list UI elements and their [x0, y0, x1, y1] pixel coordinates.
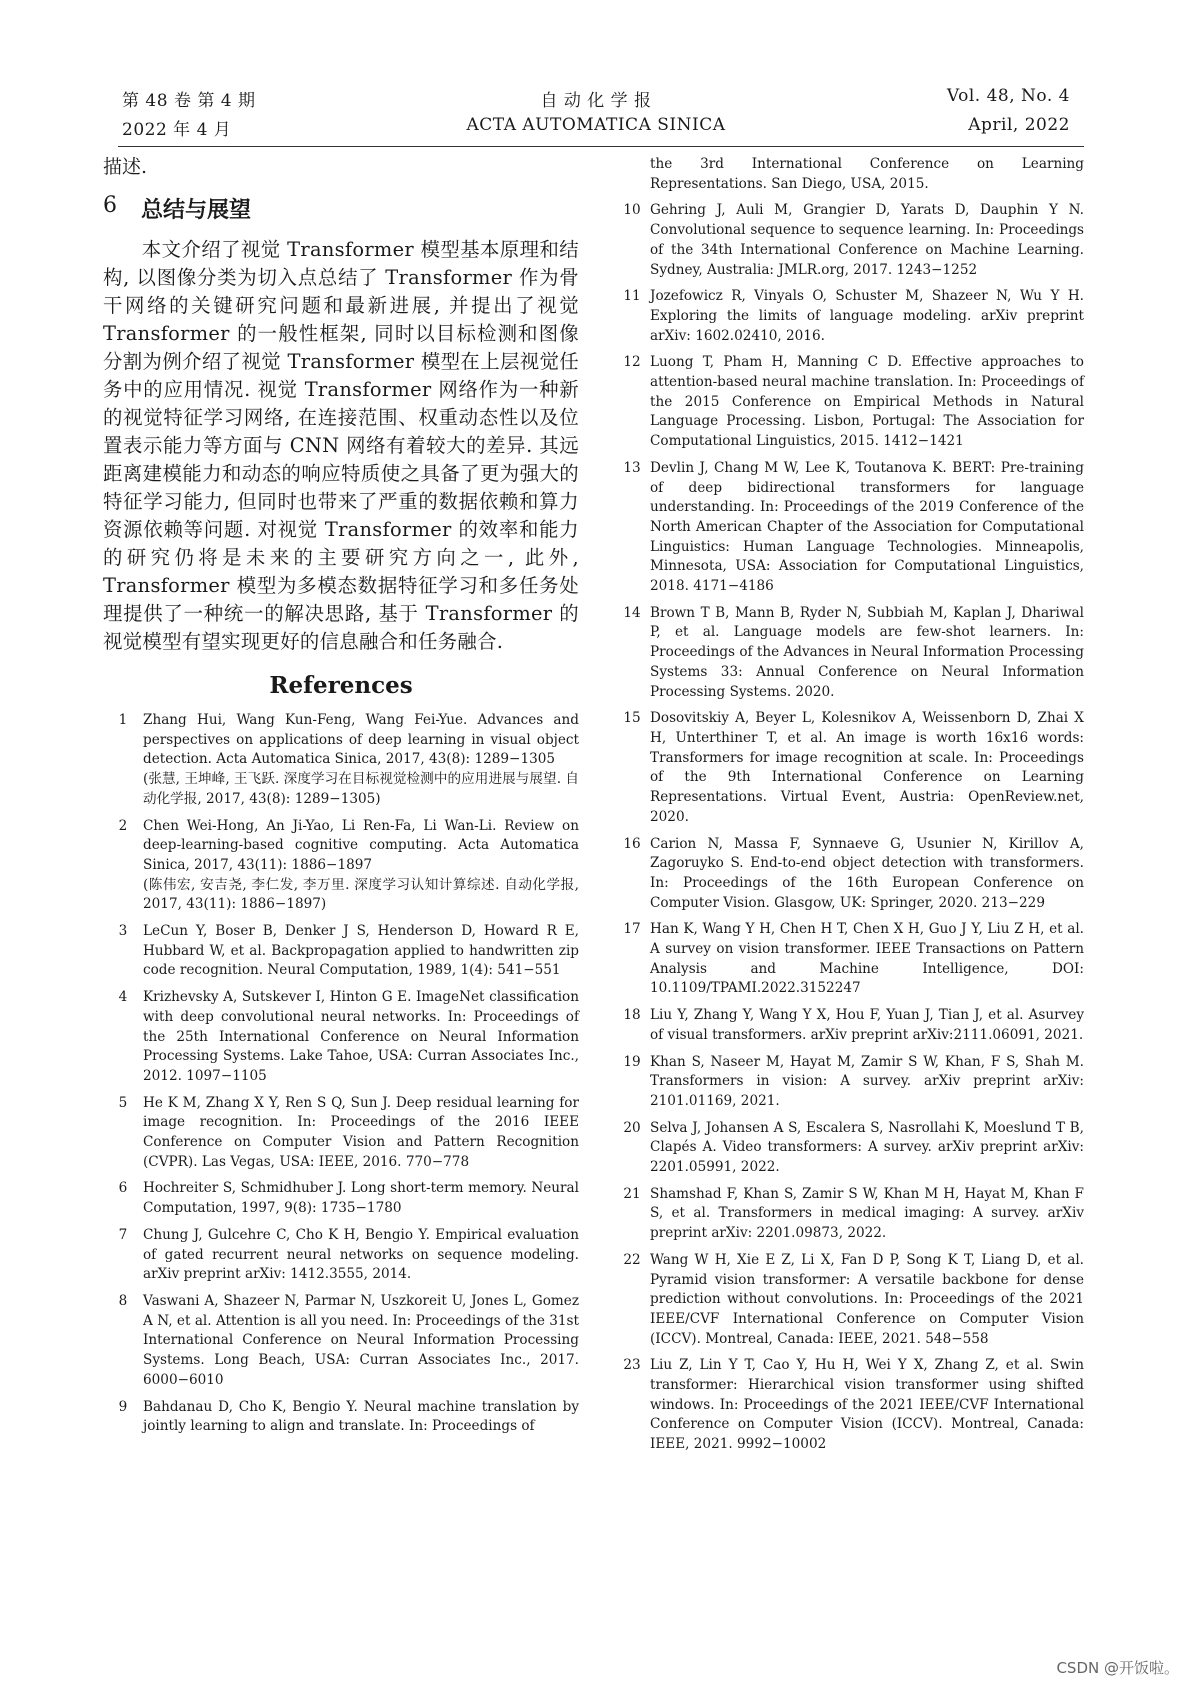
reference-text [143, 817, 579, 916]
reference-text [143, 1179, 579, 1218]
reference-number: 8 [118, 1292, 128, 1309]
reference-list-right [614, 155, 1084, 1455]
reference-item [103, 1292, 579, 1391]
reference-line: Devlin J, Chang M W, Lee K, Toutanova K. BERT: Pre-training of deep bidirectional transformers for language understanding. In: Proceedings of the 2019 Conference of the North American Chapter of the Association for Computational Linguistics: Human Language Technologies. Minneapolis, Minnesota, USA: Association for Computational Linguistics, 2018. 4171−4186 [650, 459, 1084, 595]
reference-text [650, 709, 1084, 827]
reference-item [614, 709, 1084, 827]
left-column [103, 152, 579, 1444]
reference-line: Zhang Hui, Wang Kun-Feng, Wang Fei-Yue. Advances and perspectives on applications of deep learning in visual object detection. Acta Automatica Sinica, 2017, 43(8): 1289−1305 [143, 712, 579, 768]
reference-item [103, 711, 579, 810]
reference-text [650, 920, 1084, 999]
reference-text [143, 1398, 579, 1437]
journal-name-cn: 自 动 化 学 报 [540, 91, 652, 111]
reference-text [650, 835, 1084, 914]
reference-number: 2 [118, 817, 128, 834]
conclusion-paragraph: 本文介绍了视觉 Transformer 模型基本原理和结构, 以图像分类为切入点总结了 Transformer 作为骨干网络的关键研究问题和最新进展, 并提出了视觉 Transformer 的一般性框架, 同时以目标检测和图像分割为例介绍了视觉 Transformer 模型在上层视觉任务中的应用情况. 视觉 Transformer 网络作为一种新的视觉特征学习网络, 在连接范围、权重动态性以及位置表示能力等方面与 CNN 网络有着较大的差异. 其远距离建模能力和动态的响应特质使之具备了更为强大的特征学习能力, 但同时也带来了严重的数据依赖和算力资源依赖等问题. 对视觉 Transformer 的效率和能力的研究仍将是未来的主要研究方向之一, 此外, Transformer 模型为多模态数据特征学习和多任务处理提供了一种统一的解决思路, 基于 Transformer 的视觉模型有望实现更好的信息融合和任务融合. [103, 238, 579, 653]
references-heading: References [269, 672, 413, 699]
reference-text [650, 1185, 1084, 1244]
reference-item [614, 459, 1084, 597]
reference-number: 4 [118, 989, 128, 1006]
reference-item [614, 1006, 1084, 1045]
section-heading [103, 193, 579, 224]
reference-item [103, 1398, 579, 1437]
section-number: 6 [103, 193, 117, 218]
reference-line: Liu Z, Lin Y T, Cao Y, Hu H, Wei Y X, Zhang Z, et al. Swin transformer: Hierarchical vision transformer using shifted windows. In: Proceedings of the 2021 IEEE/CVF International Conference on Computer Vision (ICCV). Montreal, Canada: IEEE, 2021. 9992−10002 [650, 1357, 1084, 1453]
reference-line: the 3rd International Conference on Learning Representations. San Diego, USA, 2015. [650, 156, 1084, 192]
reference-number: 10 [623, 202, 641, 219]
reference-number: 16 [623, 835, 641, 852]
reference-item [614, 920, 1084, 999]
reference-text [650, 1006, 1084, 1045]
reference-number: 1 [118, 712, 128, 728]
reference-text [143, 1292, 579, 1391]
reference-text [650, 604, 1084, 703]
reference-line: Vaswani A, Shazeer N, Parmar N, Uszkoreit U, Jones L, Gomez A N, et al. Attention is all you need. In: Proceedings of the 31st International Conference on Neural Information Processing Systems. Long Beach, USA: Curran Associates Inc., 2017. 6000−6010 [143, 1292, 579, 1388]
reference-number: 22 [623, 1251, 641, 1268]
reference-text [650, 1251, 1084, 1350]
reference-item [614, 1119, 1084, 1178]
reference-line: Liu Y, Zhang Y, Wang Y X, Hou F, Yuan J, Tian J, et al. Asurvey of visual transformers. arXiv preprint arXiv:2111.06091, 2021. [650, 1007, 1084, 1043]
reference-text [650, 353, 1084, 452]
reference-line: Han K, Wang Y H, Chen H T, Chen X H, Guo J Y, Liu Z H, et al. A survey on vision transformer. IEEE Transactions on Pattern Analysis and Machine Intelligence, DOI: 10.1109/TPAMI.2022.3152247 [650, 921, 1084, 997]
reference-number: 12 [623, 354, 641, 371]
reference-line: Bahdanau D, Cho K, Bengio Y. Neural machine translation by jointly learning to align and translate. In: Proceedings of [143, 1398, 579, 1435]
reference-text [650, 201, 1084, 280]
reference-line: Chen Wei-Hong, An Ji-Yao, Li Ren-Fa, Li Wan-Li. Review on deep-learning-based cognitive computing. Acta Automatica Sinica, 2017, 43(11): 1886−1897 [143, 817, 579, 873]
reference-number: 13 [623, 459, 641, 476]
reference-line: Krizhevsky A, Sutskever I, Hinton G E. ImageNet classification with deep convolutional neural networks. In: Proceedings of the 25th International Conference on Neural Information Processing Systems. Lake Tahoe, USA: Curran Associates Inc., 2012. 1097−1105 [143, 989, 579, 1084]
reference-line: Chung J, Gulcehre C, Cho K H, Bengio Y. Empirical evaluation of gated recurrent neural networks on sequence modeling. arXiv preprint arXiv: 1412.3555, 2014. [143, 1226, 579, 1283]
reference-item [103, 1179, 579, 1218]
reference-text [650, 287, 1084, 346]
reference-line: Jozefowicz R, Vinyals O, Schuster M, Shazeer N, Wu Y H. Exploring the limits of language modeling. arXiv preprint arXiv: 1602.02410, 2016. [650, 288, 1084, 344]
reference-item [614, 353, 1084, 452]
reference-number: 20 [623, 1119, 641, 1136]
reference-text [143, 1094, 579, 1173]
reference-number: 14 [623, 604, 641, 621]
reference-line: Khan S, Naseer M, Hayat M, Zamir S W, Khan, F S, Shah M. Transformers in vision: A survey. arXiv preprint arXiv: 2101.01169, 2021. [650, 1053, 1084, 1109]
reference-item [103, 1094, 579, 1173]
reference-item [614, 1356, 1084, 1455]
reference-text [143, 711, 579, 810]
reference-list-left [103, 711, 579, 1437]
reference-line: LeCun Y, Boser B, Denker J S, Henderson D, Howard R E, Hubbard W, et al. Backpropagation applied to handwritten zip code recognition. Neural Computation, 1989, 1(4): 541−551 [143, 923, 579, 979]
reference-line: Gehring J, Auli M, Grangier D, Yarats D, Dauphin Y N. Convolutional sequence to sequence learning. In: Proceedings of the 34th International Conference on Machine Learning. Sydney, Australia: JMLR.org, 2017. 1243−1252 [650, 202, 1084, 278]
header-rule [118, 146, 1084, 147]
reference-item [614, 604, 1084, 703]
reference-number: 6 [118, 1180, 128, 1197]
reference-item [614, 1251, 1084, 1350]
reference-text [650, 1053, 1084, 1112]
reference-item [614, 1053, 1084, 1112]
reference-number: 11 [623, 288, 641, 305]
reference-text [650, 1356, 1084, 1455]
reference-number: 23 [623, 1357, 641, 1374]
reference-line: Luong T, Pham H, Manning C D. Effective approaches to attention-based neural machine translation. In: Proceedings of the 2015 Conference on Empirical Methods in Natural Language Processing. Lisbon, Portugal: The Association for Computational Linguistics, 2015. 1412−1421 [650, 354, 1084, 450]
watermark: CSDN @开饭啦。 [1056, 1659, 1179, 1677]
reference-number: 15 [623, 710, 641, 727]
date-en: April, 2022 [968, 115, 1070, 135]
reference-text [650, 459, 1084, 597]
reference-text [650, 1119, 1084, 1178]
reference-item [614, 201, 1084, 280]
continued-text: 描述. [103, 156, 148, 178]
reference-line: Dosovitskiy A, Beyer L, Kolesnikov A, Weissenborn D, Zhai X H, Unterthiner T, et al. An image is worth 16x16 words: Transformers for image recognition at scale. In: Proceedings of the 9th International Conference on Learning Representations. Virtual Event, Austria: OpenReview.net, 2020. [650, 710, 1084, 825]
reference-number: 19 [623, 1053, 641, 1070]
reference-number: 7 [118, 1226, 128, 1243]
reference-line: Shamshad F, Khan S, Zamir S W, Khan M H, Hayat M, Khan F S, et al. Transformers in medical imaging: A survey. arXiv preprint arXiv: 2201.09873, 2022. [650, 1185, 1084, 1242]
reference-text [143, 1226, 579, 1285]
reference-text [143, 988, 579, 1087]
reference-item [614, 287, 1084, 346]
reference-line: Selva J, Johansen A S, Escalera S, Nasrollahi K, Moeslund T B, Clapés A. Video transformers: A survey. arXiv preprint arXiv: 2201.05991, 2022. [650, 1119, 1084, 1176]
volume-cn: 第 48 卷 第 4 期 [122, 91, 256, 111]
reference-item [103, 1226, 579, 1285]
reference-number: 5 [118, 1094, 128, 1111]
reference-item [103, 922, 579, 981]
reference-line: He K M, Zhang X Y, Ren S Q, Sun J. Deep residual learning for image recognition. In: Proceedings of the 2016 IEEE Conference on Computer Vision and Pattern Recognition (CVPR). Las Vegas, USA: IEEE, 2016. 770−778 [143, 1094, 579, 1170]
reference-text [143, 922, 579, 981]
reference-line: Hochreiter S, Schmidhuber J. Long short-term memory. Neural Computation, 1997, 9(8): 1735−1780 [143, 1180, 579, 1217]
reference-line: Carion N, Massa F, Synnaeve G, Usunier N, Kirillov A, Zagoruyko S. End-to-end object detection with transformers. In: Proceedings of the 16th European Conference on Computer Vision. Glasgow, UK: Springer, 2020. 213−229 [650, 835, 1084, 911]
journal-name-en: ACTA AUTOMATICA SINICA [466, 115, 726, 135]
reference-number [614, 155, 650, 194]
reference-line: Brown T B, Mann B, Ryder N, Subbiah M, Kaplan J, Dhariwal P, et al. Language models are few-shot learners. In: Proceedings of the Advances in Neural Information Processing Systems 33: Annual Conference on Neural Information Processing Systems. 2020. [650, 604, 1085, 700]
section-title: 总结与展望 [141, 197, 252, 223]
reference-line: (张慧, 王坤峰, 王飞跃. 深度学习在目标视觉检测中的应用进展与展望. 自动化学报, 2017, 43(8): 1289−1305) [143, 771, 579, 807]
right-column [614, 155, 1084, 1462]
date-cn: 2022 年 4 月 [122, 120, 232, 140]
reference-line: Wang W H, Xie E Z, Li X, Fan D P, Song K T, Liang D, et al. Pyramid vision transformer: A versatile backbone for dense prediction without convolutions. In: Proceedings of the 2021 IEEE/CVF International Conference on Computer Vision (ICCV). Montreal, Canada: IEEE, 2021. 548−558 [650, 1251, 1084, 1347]
reference-item [103, 817, 579, 916]
reference-text [650, 155, 1084, 194]
reference-item [614, 1185, 1084, 1244]
reference-item [614, 155, 1084, 194]
reference-number: 18 [623, 1007, 641, 1024]
reference-number: 21 [623, 1185, 641, 1202]
reference-line: (陈伟宏, 安吉尧, 李仁发, 李万里. 深度学习认知计算综述. 自动化学报, 2017, 43(11): 1886−1897) [143, 876, 579, 913]
reference-item [614, 835, 1084, 914]
reference-item [103, 988, 579, 1087]
volume-en: Vol. 48, No. 4 [946, 86, 1070, 106]
reference-number: 9 [118, 1398, 128, 1415]
reference-number: 17 [623, 921, 641, 938]
reference-number: 3 [118, 923, 128, 940]
